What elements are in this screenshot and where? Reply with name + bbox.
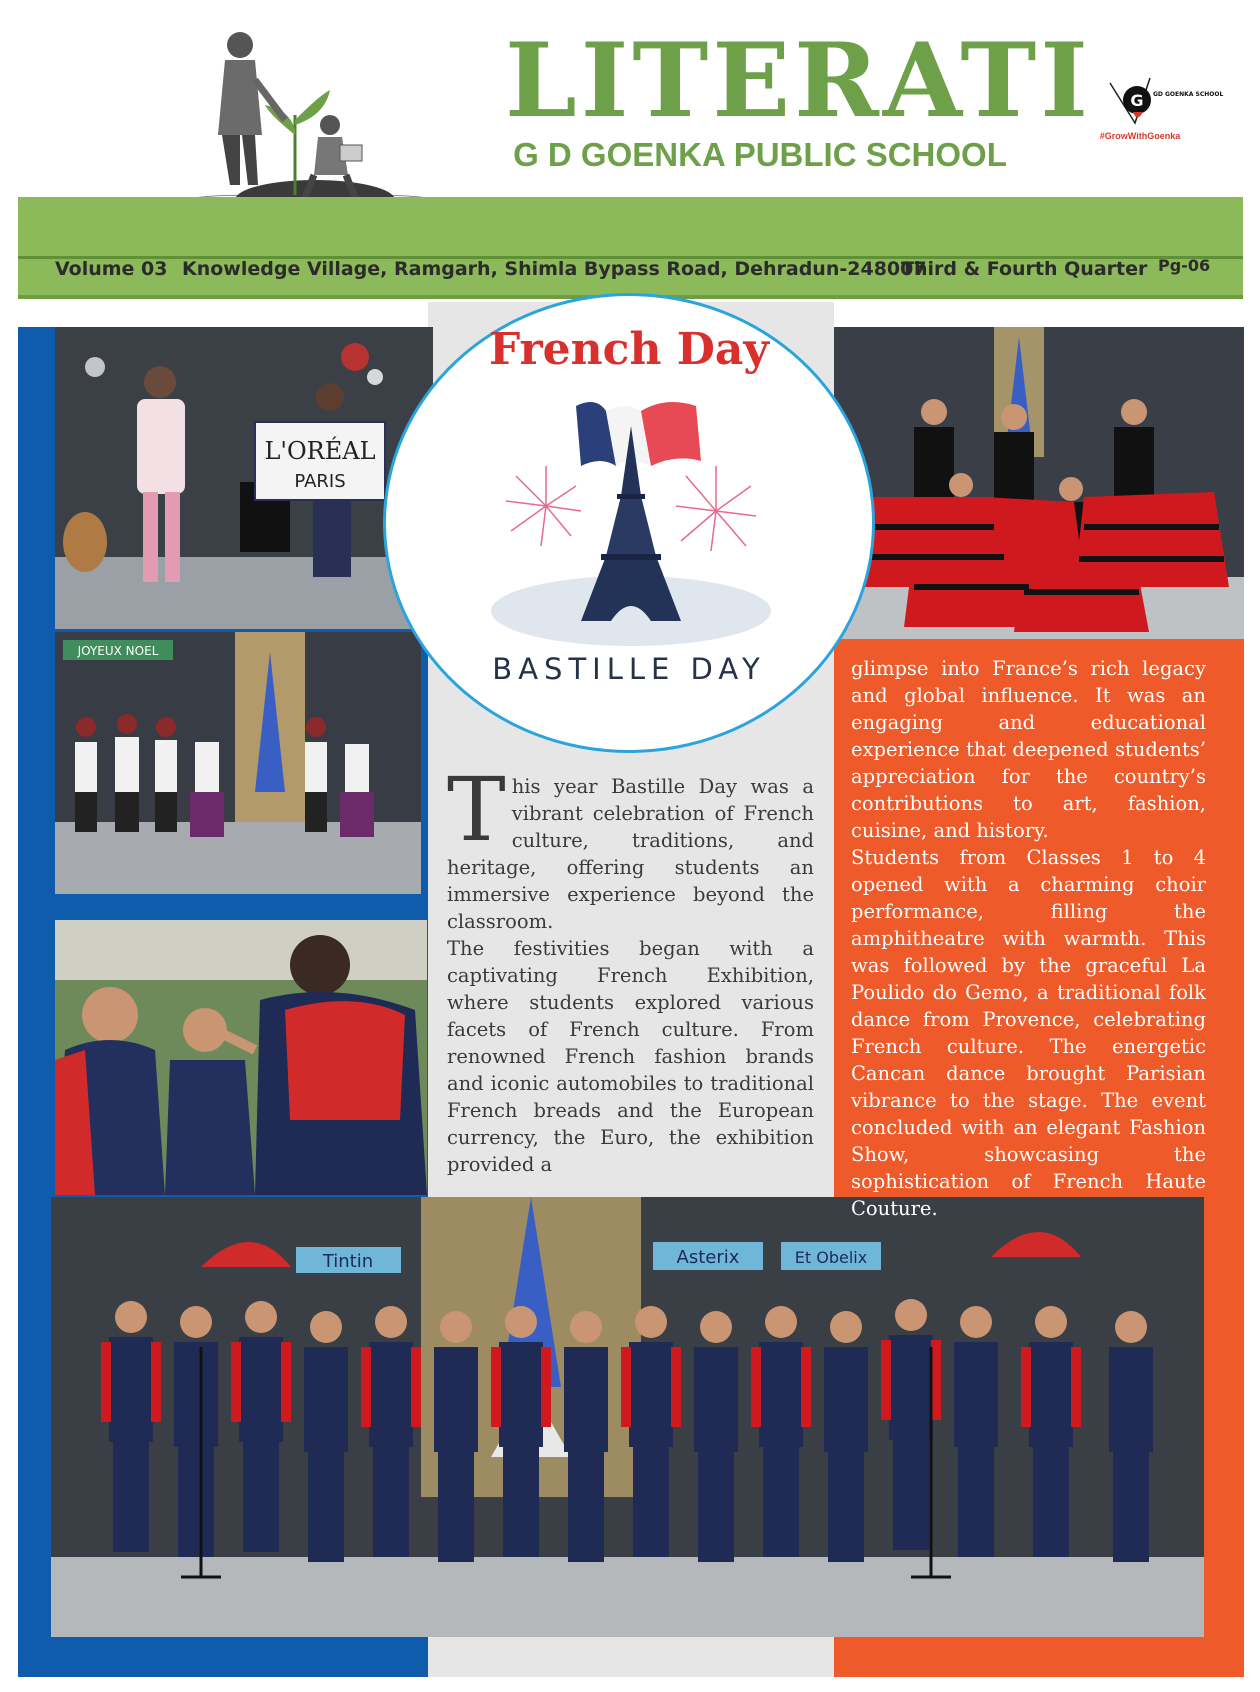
photo-face-painting <box>55 920 427 1195</box>
badge-title: French Day <box>489 324 769 375</box>
address-text: Knowledge Village, Ramgarh, Shimla Bypass Road, Dehradun-248007 <box>182 258 927 280</box>
logo-tagline: #GrowWithGoenka <box>1099 131 1181 141</box>
drop-cap: T <box>447 758 506 861</box>
stage-sign-tintin: Tintin <box>322 1251 374 1272</box>
badge-subtitle: BASTILLE DAY <box>492 652 766 686</box>
article-paragraph-3: glimpse into France’s rich legacy and global influence. It was an engaging and educational experience that deepened students’ appreciation for the country’s contributions to art, fashion, cuisine, and history. <box>851 657 1206 842</box>
photo-choir <box>51 1197 1204 1637</box>
eiffel-tower-illustration <box>481 386 781 646</box>
article-intro: his year Bastille Day was a vibrant celebration of French culture, traditions, and heritage, offering students an immersive experience beyond the classroom. <box>447 775 814 933</box>
header-band <box>18 197 1243 299</box>
photo-cancan-dance <box>834 327 1244 639</box>
banner-joyeux: JOYEUX NOEL <box>77 644 159 658</box>
article-paragraph-1 <box>447 758 814 935</box>
masthead-title: LITERATI <box>505 21 1093 141</box>
photo-folk-dance <box>55 632 421 894</box>
sign-loreal: L'ORÉAL <box>264 437 376 465</box>
article-column-left <box>447 758 814 1178</box>
article-paragraph-2: The festivities began with a captivating French Exhibition, where students explored various facets of French culture. From renowned French fashion brands and iconic automobiles to traditional French breads and the European currency, the Euro, the exhibition provided a <box>447 937 814 1176</box>
logo-text: GD GOENKA SCHOOL <box>1153 91 1224 98</box>
stage-sign-asterix: Asterix <box>676 1247 740 1268</box>
svg-text:G: G <box>1130 91 1144 110</box>
volume-label: Volume 03 <box>55 258 168 280</box>
photo-fashion-brand <box>55 327 433 629</box>
school-name: G D GOENKA PUBLIC SCHOOL <box>513 136 1007 173</box>
stage-sign-obelix: Et Obelix <box>794 1248 868 1267</box>
sign-paris: PARIS <box>294 471 346 492</box>
page-number: Pg-06 <box>1158 256 1211 275</box>
article-column-right <box>851 655 1206 1222</box>
french-day-badge <box>383 293 875 753</box>
article-paragraph-4: Students from Classes 1 to 4 opened with a charming choir performance, filling the amphitheatre with warmth. This was followed by the graceful La Poulido do Gemo, a traditional folk dance from Provence, celebrating French culture. The energetic Cancan dance brought Parisian vibrance to the stage. The event concluded with an elegant Fashion Show, showcasing the sophistication of French Haute Couture. <box>851 846 1206 1220</box>
quarter-label: Third & Fourth Quarter <box>901 258 1148 280</box>
